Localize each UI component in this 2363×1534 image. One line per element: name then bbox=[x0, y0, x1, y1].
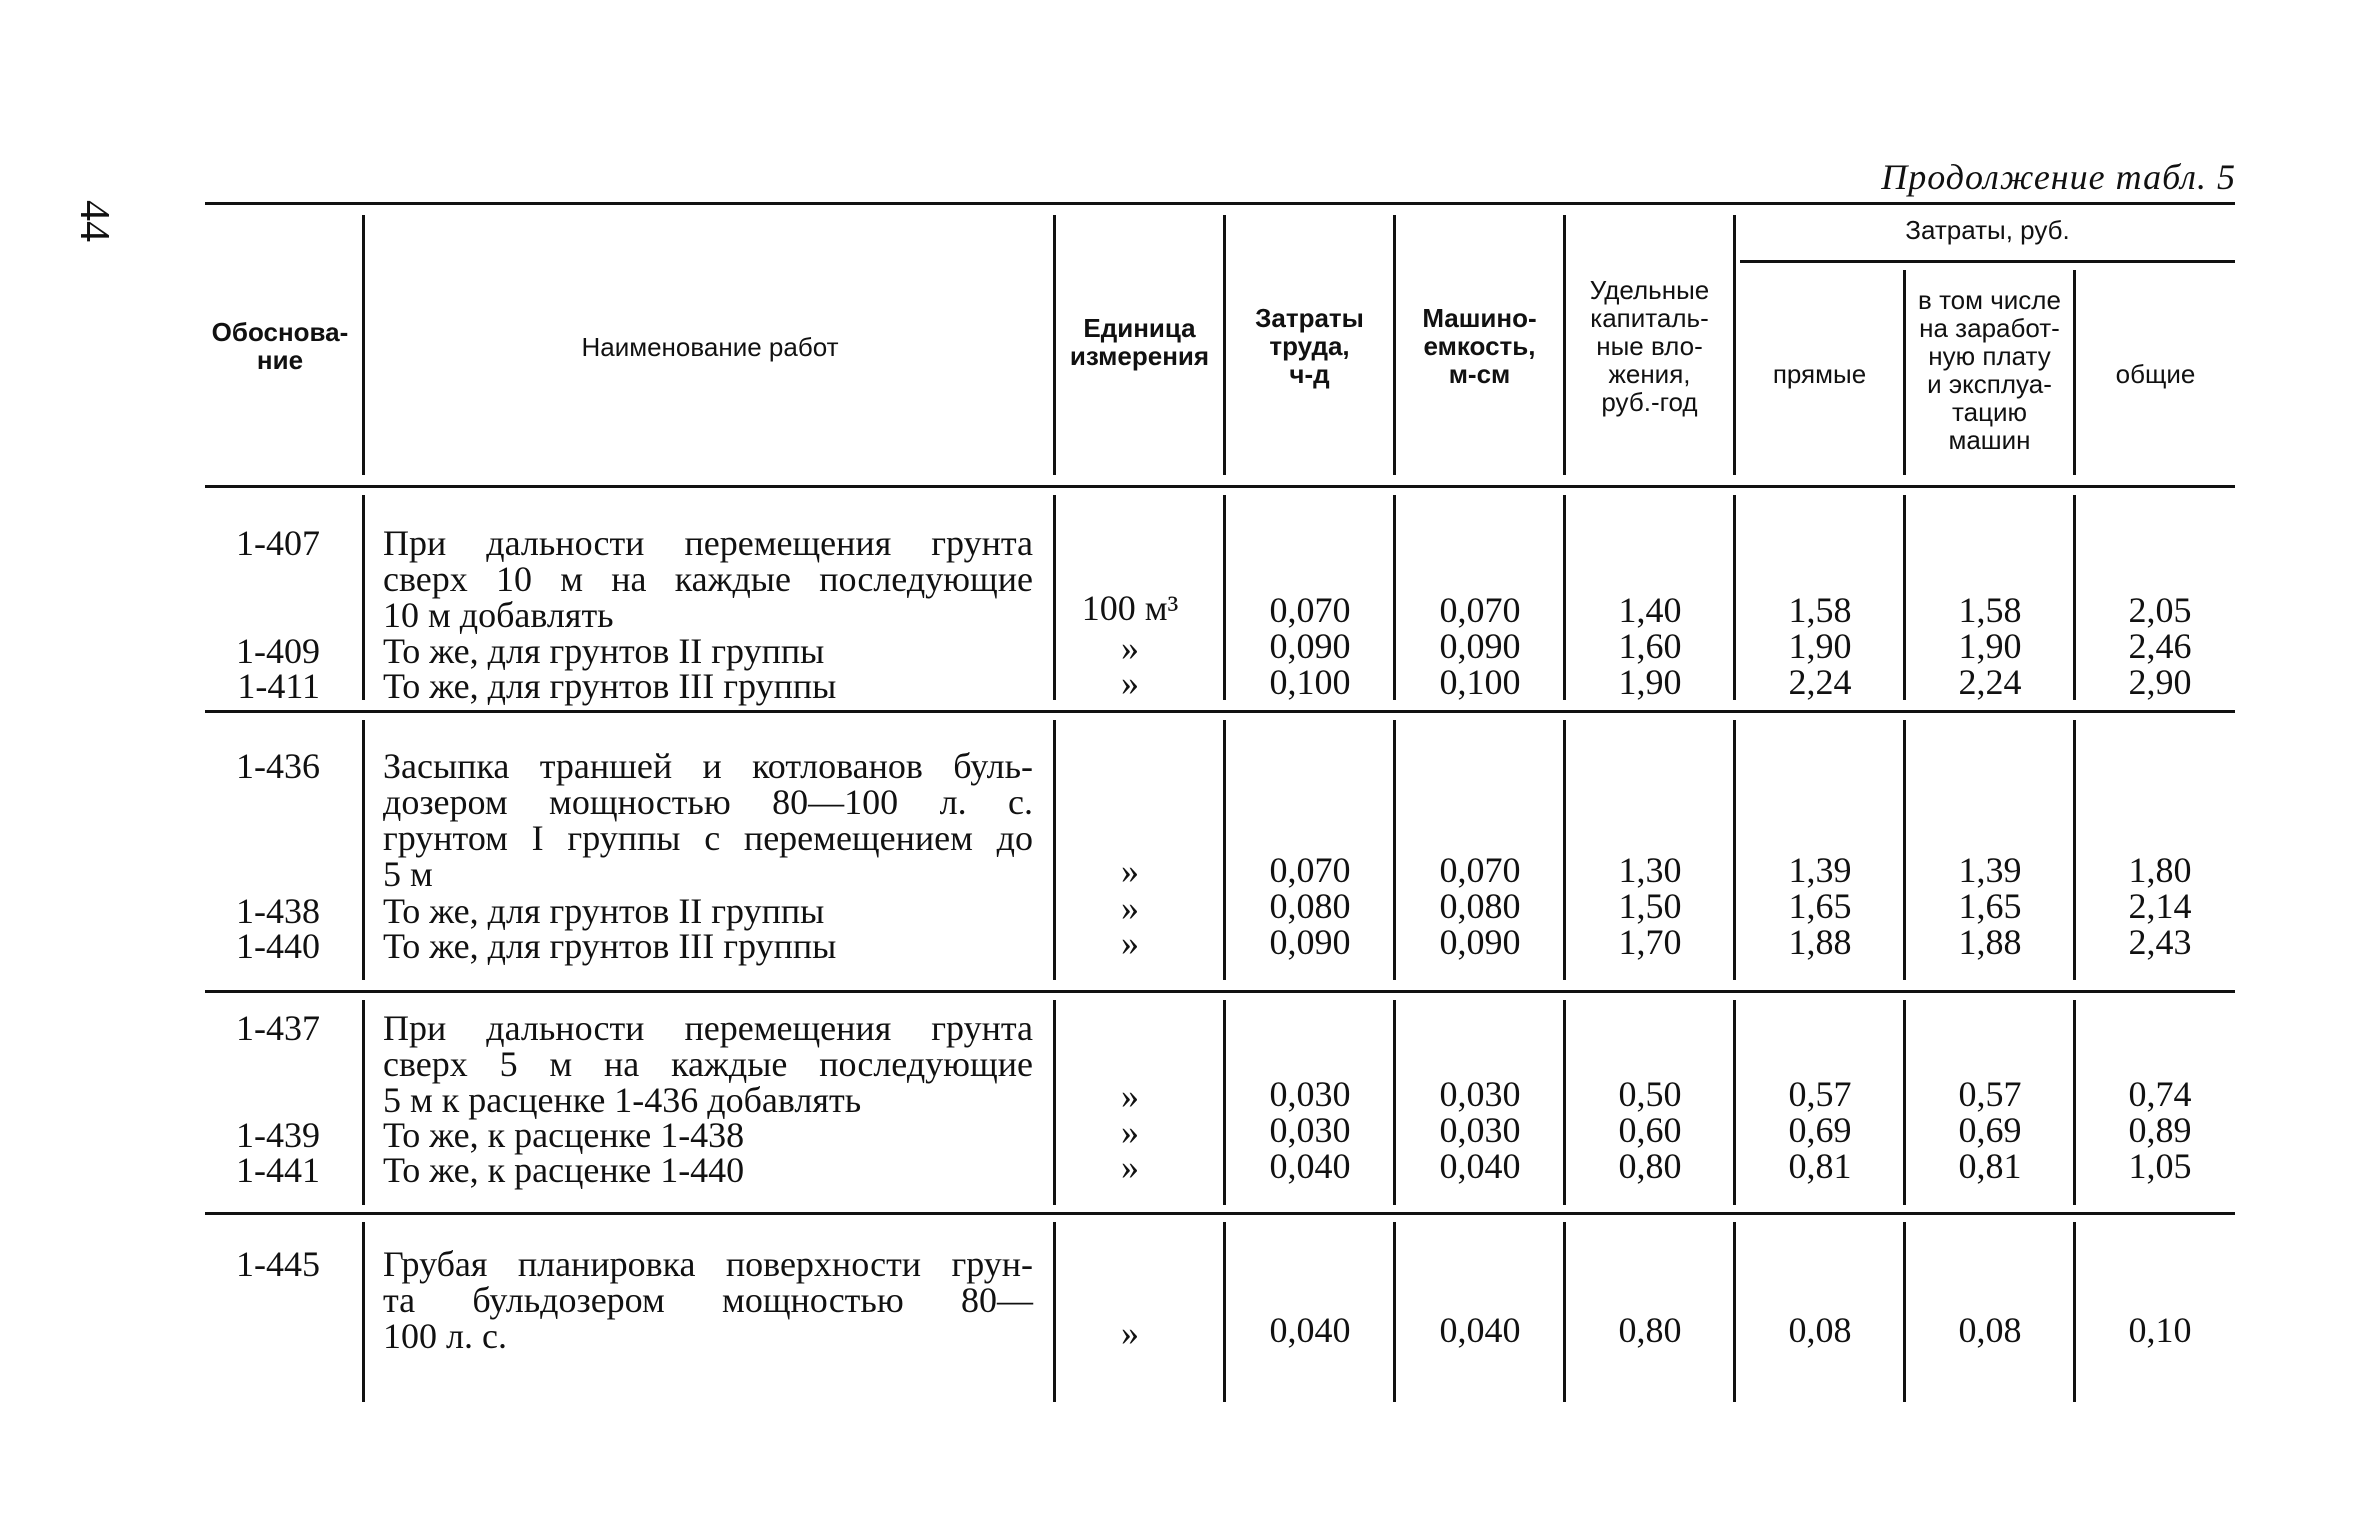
work-line: Грубая планировка поверхности грун- bbox=[383, 1244, 1033, 1284]
row-direct: 0,81 bbox=[1788, 1146, 1852, 1186]
row-direct: 1,90 bbox=[1788, 626, 1852, 666]
row-labor: 0,070 bbox=[1269, 590, 1351, 630]
row-unit: » bbox=[1121, 888, 1139, 928]
work-line: При дальности перемещения грунта bbox=[383, 1008, 1033, 1048]
row-direct: 0,57 bbox=[1788, 1074, 1852, 1114]
col-rule bbox=[1223, 495, 1226, 700]
col-rule bbox=[362, 720, 365, 980]
row-code: 1-438 bbox=[236, 891, 320, 931]
col-rule bbox=[1393, 720, 1396, 980]
header-capital: Удельные капиталь- ные вло- жения, руб.-год bbox=[1589, 275, 1710, 417]
col-rule bbox=[2073, 1000, 2076, 1205]
col-rule bbox=[1563, 495, 1566, 700]
work-line: То же, для грунтов III группы bbox=[383, 926, 837, 966]
row-total: 2,90 bbox=[2128, 662, 2192, 702]
row-machine: 0,100 bbox=[1439, 662, 1521, 702]
work-line: та бульдозером мощностью 80— bbox=[383, 1280, 1033, 1320]
col-rule bbox=[362, 1000, 365, 1205]
row-code: 1-441 bbox=[236, 1150, 320, 1190]
work-line: То же, к расценке 1-440 bbox=[383, 1150, 745, 1190]
work-line: То же, для грунтов II группы bbox=[383, 891, 825, 931]
header-unit: Единица измерения bbox=[1069, 313, 1210, 371]
row-direct: 2,24 bbox=[1788, 662, 1852, 702]
row-incl: 0,81 bbox=[1958, 1146, 2022, 1186]
work-line: То же, для грунтов III группы bbox=[383, 666, 837, 706]
row-labor: 0,090 bbox=[1269, 922, 1351, 962]
col-rule bbox=[1733, 215, 1736, 475]
row-capital: 1,30 bbox=[1618, 850, 1682, 890]
row-labor: 0,040 bbox=[1269, 1310, 1351, 1350]
row-code: 1-445 bbox=[236, 1244, 320, 1284]
col-rule bbox=[1563, 720, 1566, 980]
row-unit: » bbox=[1121, 1112, 1139, 1152]
row-labor: 0,040 bbox=[1269, 1146, 1351, 1186]
col-rule bbox=[1733, 720, 1736, 980]
work-line: То же, для грунтов II группы bbox=[383, 631, 825, 671]
work-line: 5 м к расценке 1-436 добавлять bbox=[383, 1080, 862, 1120]
row-total: 1,80 bbox=[2128, 850, 2192, 890]
row-machine: 0,070 bbox=[1439, 850, 1521, 890]
col-rule bbox=[1393, 1000, 1396, 1205]
row-unit: » bbox=[1121, 1313, 1139, 1353]
work-line: грунтом I группы с перемещением до bbox=[383, 818, 1033, 858]
row-machine: 0,090 bbox=[1439, 922, 1521, 962]
row-direct: 1,39 bbox=[1788, 850, 1852, 890]
page-number: 44 bbox=[71, 200, 117, 242]
row-incl: 0,57 bbox=[1958, 1074, 2022, 1114]
row-capital: 1,70 bbox=[1618, 922, 1682, 962]
row-unit: » bbox=[1121, 628, 1139, 668]
col-rule bbox=[1903, 1000, 1906, 1205]
table-caption: Продолжение табл. 5 bbox=[1881, 157, 2236, 197]
row-unit: » bbox=[1121, 1147, 1139, 1187]
col-rule bbox=[1903, 1222, 1906, 1402]
row-total: 2,14 bbox=[2128, 886, 2192, 926]
col-rule bbox=[2073, 1222, 2076, 1402]
row-direct: 0,08 bbox=[1788, 1310, 1852, 1350]
col-rule bbox=[1733, 495, 1736, 700]
header-total: общие bbox=[2115, 359, 2196, 389]
col-rule bbox=[362, 215, 365, 475]
row-labor: 0,090 bbox=[1269, 626, 1351, 666]
work-line: То же, к расценке 1-438 bbox=[383, 1115, 745, 1155]
row-unit: » bbox=[1121, 1076, 1139, 1116]
work-line: 5 м bbox=[383, 854, 433, 894]
row-total: 0,10 bbox=[2128, 1310, 2192, 1350]
row-total: 0,74 bbox=[2128, 1074, 2192, 1114]
row-labor: 0,080 bbox=[1269, 886, 1351, 926]
row-incl: 1,65 bbox=[1958, 886, 2022, 926]
row-code: 1-407 bbox=[236, 523, 320, 563]
work-line: Засыпка траншей и котлованов буль- bbox=[383, 746, 1033, 786]
row-incl: 1,88 bbox=[1958, 922, 2022, 962]
rule-header-bottom bbox=[205, 485, 2235, 488]
col-rule bbox=[1563, 1222, 1566, 1402]
row-total: 2,05 bbox=[2128, 590, 2192, 630]
row-direct: 1,65 bbox=[1788, 886, 1852, 926]
row-capital: 0,50 bbox=[1618, 1074, 1682, 1114]
row-code: 1-440 bbox=[236, 926, 320, 966]
col-rule bbox=[1393, 1222, 1396, 1402]
row-capital: 1,90 bbox=[1618, 662, 1682, 702]
row-unit: » bbox=[1121, 663, 1139, 703]
row-capital: 0,60 bbox=[1618, 1110, 1682, 1150]
col-rule bbox=[2073, 495, 2076, 700]
row-capital: 1,60 bbox=[1618, 626, 1682, 666]
row-total: 0,89 bbox=[2128, 1110, 2192, 1150]
header-labor: Затраты труда, ч-д bbox=[1255, 303, 1364, 389]
row-machine: 0,030 bbox=[1439, 1074, 1521, 1114]
row-unit: 100 м³ bbox=[1081, 588, 1179, 628]
col-rule bbox=[1393, 495, 1396, 700]
col-rule bbox=[1223, 1222, 1226, 1402]
col-rule bbox=[2073, 720, 2076, 980]
row-machine: 0,090 bbox=[1439, 626, 1521, 666]
row-machine: 0,070 bbox=[1439, 590, 1521, 630]
row-code: 1-411 bbox=[237, 666, 320, 706]
rule-top bbox=[205, 202, 2235, 205]
row-unit: » bbox=[1121, 923, 1139, 963]
work-line: 100 л. с. bbox=[383, 1316, 507, 1356]
row-incl: 0,08 bbox=[1958, 1310, 2022, 1350]
row-incl: 2,24 bbox=[1958, 662, 2022, 702]
col-rule bbox=[1223, 720, 1226, 980]
row-capital: 0,80 bbox=[1618, 1146, 1682, 1186]
header-direct: прямые bbox=[1772, 359, 1867, 389]
rule-section-1 bbox=[205, 710, 2235, 713]
row-labor: 0,030 bbox=[1269, 1074, 1351, 1114]
row-machine: 0,080 bbox=[1439, 886, 1521, 926]
row-incl: 1,90 bbox=[1958, 626, 2022, 666]
col-rule bbox=[1903, 720, 1906, 980]
row-labor: 0,070 bbox=[1269, 850, 1351, 890]
row-code: 1-439 bbox=[236, 1115, 320, 1155]
col-rule bbox=[362, 1222, 365, 1402]
row-direct: 1,88 bbox=[1788, 922, 1852, 962]
row-total: 1,05 bbox=[2128, 1146, 2192, 1186]
row-incl: 1,58 bbox=[1958, 590, 2022, 630]
header-work-name: Наименование работ bbox=[581, 332, 839, 362]
row-labor: 0,100 bbox=[1269, 662, 1351, 702]
work-line: 10 м добавлять bbox=[383, 595, 614, 635]
row-machine: 0,040 bbox=[1439, 1146, 1521, 1186]
row-capital: 1,50 bbox=[1618, 886, 1682, 926]
rule-section-2 bbox=[205, 990, 2235, 993]
work-line: сверх 5 м на каждые последующие bbox=[383, 1044, 1033, 1084]
work-line: сверх 10 м на каждые последующие bbox=[383, 559, 1033, 599]
row-code: 1-436 bbox=[236, 746, 320, 786]
row-capital: 1,40 bbox=[1618, 590, 1682, 630]
col-rule bbox=[1733, 1222, 1736, 1402]
rule-cost-group bbox=[1740, 260, 2235, 263]
header-costs-group: Затраты, руб. bbox=[1905, 215, 2070, 245]
col-rule bbox=[1563, 1000, 1566, 1205]
work-line: дозером мощностью 80—100 л. с. bbox=[383, 782, 1033, 822]
row-machine: 0,040 bbox=[1439, 1310, 1521, 1350]
col-rule bbox=[362, 495, 365, 700]
row-machine: 0,030 bbox=[1439, 1110, 1521, 1150]
header-incl: в том числе на заработ- ную плату и эксплуа- тацию машин bbox=[1918, 285, 2061, 455]
row-capital: 0,80 bbox=[1618, 1310, 1682, 1350]
header-basis: Обоснова- ние bbox=[211, 317, 349, 375]
header-machine: Машино- емкость, м-см bbox=[1422, 303, 1537, 389]
row-code: 1-437 bbox=[236, 1008, 320, 1048]
col-rule bbox=[1053, 1222, 1056, 1402]
col-rule bbox=[1733, 1000, 1736, 1205]
work-line: При дальности перемещения грунта bbox=[383, 523, 1033, 563]
row-incl: 0,69 bbox=[1958, 1110, 2022, 1150]
row-total: 2,46 bbox=[2128, 626, 2192, 666]
row-unit: » bbox=[1121, 851, 1139, 891]
col-rule bbox=[1223, 1000, 1226, 1205]
row-incl: 1,39 bbox=[1958, 850, 2022, 890]
row-code: 1-409 bbox=[236, 631, 320, 671]
row-direct: 1,58 bbox=[1788, 590, 1852, 630]
rule-section-3 bbox=[205, 1212, 2235, 1215]
row-total: 2,43 bbox=[2128, 922, 2192, 962]
row-labor: 0,030 bbox=[1269, 1110, 1351, 1150]
col-rule bbox=[1903, 495, 1906, 700]
row-direct: 0,69 bbox=[1788, 1110, 1852, 1150]
